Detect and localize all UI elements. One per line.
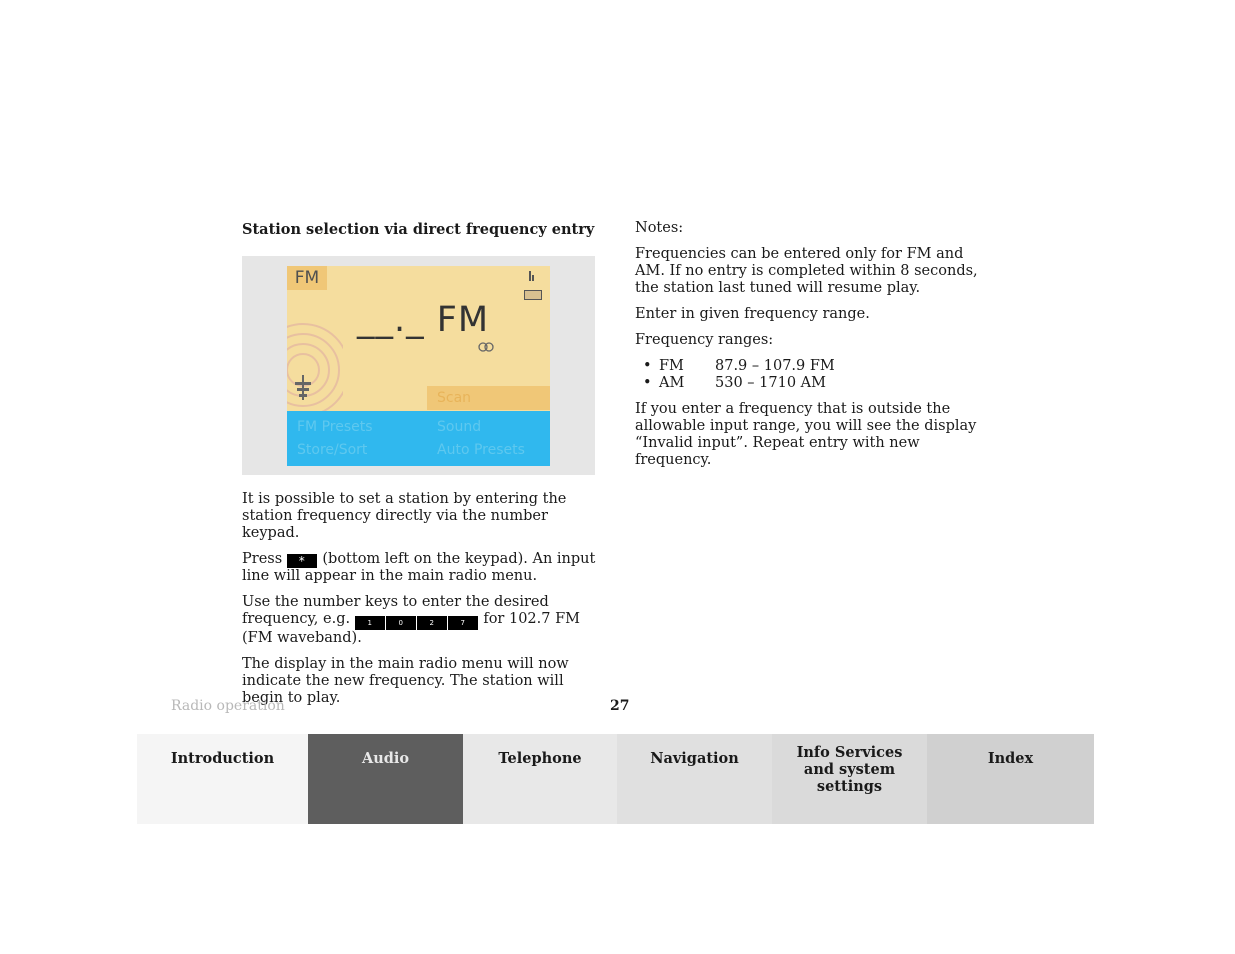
chapter-tab-bar	[137, 734, 1094, 824]
paragraph-press-star	[242, 551, 597, 585]
paragraph-number-keys	[242, 594, 597, 647]
list-item	[635, 375, 990, 392]
scan-menu-item: Scan	[427, 386, 550, 410]
footer-section-title: Radio operation	[171, 698, 285, 714]
note-entry-timeout: Frequencies can be entered only for FM and AM. If no entry is completed within 8 seconds, the station last tuned will resume play.	[635, 246, 978, 296]
tab-label: Index	[987, 750, 1034, 767]
notes-title: Notes:	[635, 220, 684, 236]
band-tag: FM	[287, 266, 327, 290]
note-given-range: Enter in given frequency range.	[635, 306, 870, 322]
tab-label: Navigation	[650, 750, 739, 767]
tab-label: Introduction	[170, 750, 275, 767]
cassette-icon	[524, 290, 542, 300]
key-2-icon: 2	[417, 616, 447, 630]
key-1-icon: 1	[355, 616, 385, 630]
text-fragment: for 102.7 FM (FM waveband).	[242, 611, 580, 646]
tab-telephone[interactable]	[463, 734, 617, 824]
tab-index[interactable]	[927, 734, 1094, 824]
note-ranges-title: Frequency ranges:	[635, 332, 774, 348]
stereo-icon	[477, 342, 495, 352]
left-column	[242, 220, 597, 716]
tab-navigation[interactable]	[617, 734, 772, 824]
menu-auto-presets: Auto Presets	[437, 442, 525, 458]
tab-audio[interactable]	[308, 734, 463, 824]
right-column	[635, 220, 990, 478]
frequency-ranges-list	[635, 358, 990, 392]
key-0-icon: 0	[386, 616, 416, 630]
text-fragment: Use the number keys to enter the desired frequency, e.g.	[242, 594, 549, 627]
band-range: 530 – 1710 AM	[715, 375, 826, 391]
radio-screen	[287, 266, 550, 466]
band-label: FM	[659, 358, 684, 374]
paragraph-intro: It is possible to set a station by entering the station frequency directly via the number keypad.	[242, 491, 567, 541]
list-item	[635, 358, 990, 375]
tab-info-services[interactable]	[772, 734, 927, 824]
section-heading: Station selection via direct frequency entry	[242, 221, 595, 238]
tab-introduction[interactable]	[137, 734, 308, 824]
text-fragment: (bottom left on the keypad). An input line will appear in the main radio menu.	[242, 551, 596, 584]
signal-icon	[528, 271, 536, 281]
note-invalid-input: If you enter a frequency that is outside the allowable input range, you will see the display “Invalid input”. Repeat entry with new frequency.	[635, 401, 977, 468]
menu-fm-presets: FM Presets	[297, 419, 373, 435]
key-7-icon: 7	[448, 616, 478, 630]
page-number: 27	[610, 698, 630, 714]
radio-display-figure	[242, 256, 595, 475]
text-fragment: Press	[242, 551, 287, 567]
menu-store-sort: Store/Sort	[297, 442, 368, 458]
radio-menu-bar	[287, 411, 550, 466]
tab-label: Info Services and system settings	[796, 744, 903, 795]
paragraph-display-result: The display in the main radio menu will now indicate the new frequency. The station will begin to play.	[242, 656, 569, 706]
frequency-input-line: __._ FM	[357, 300, 490, 340]
antenna-signal-icon	[287, 320, 343, 420]
tab-label: Audio	[361, 750, 410, 767]
star-key-icon: *	[287, 554, 317, 568]
band-range: 87.9 – 107.9 FM	[715, 358, 835, 374]
tab-label: Telephone	[498, 750, 582, 767]
band-label: AM	[659, 375, 685, 391]
menu-sound: Sound	[437, 419, 482, 435]
